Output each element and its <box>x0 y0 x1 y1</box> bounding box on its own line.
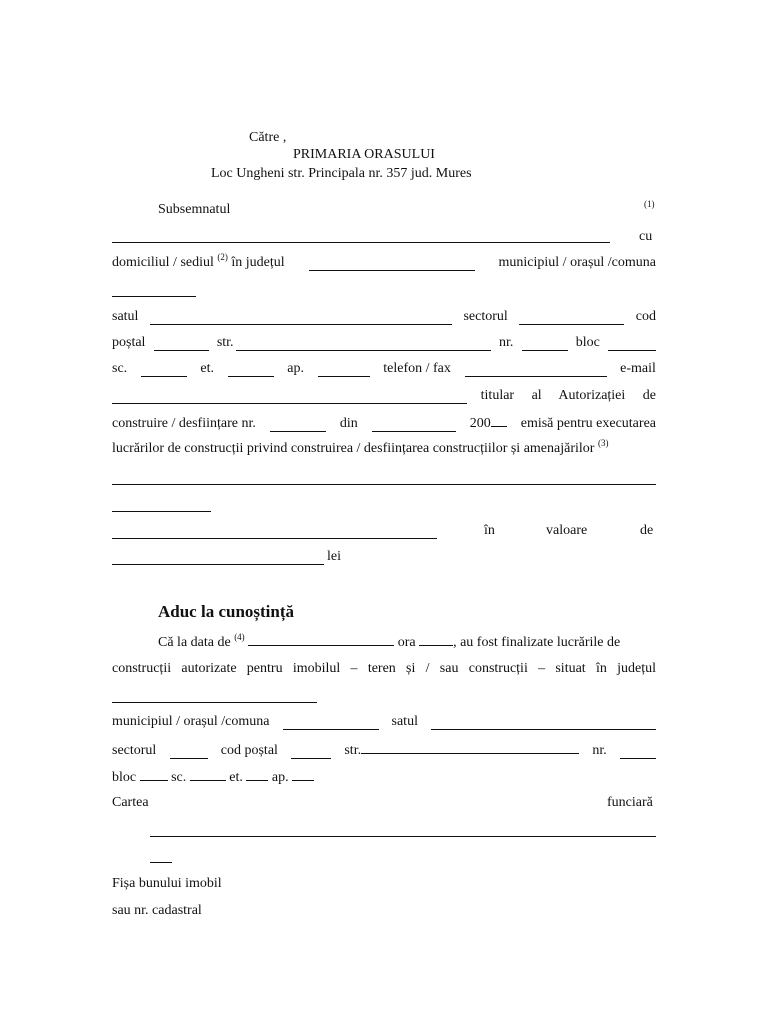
autorizatie-date-field[interactable] <box>372 419 456 432</box>
name-field[interactable] <box>112 242 610 243</box>
label-ap-2: ap. <box>271 770 289 785</box>
label-str-2: str. <box>344 743 362 758</box>
label-subsemnatul: Subsemnatul <box>158 202 231 217</box>
label-postal: poștal <box>112 335 146 350</box>
label-year: 200 <box>469 416 491 431</box>
label-ca-la-data: Că la data de <box>158 635 231 650</box>
label-nr-cadastral: sau nr. cadastral <box>112 903 202 918</box>
judet-field[interactable] <box>309 258 475 271</box>
label-din: din <box>339 416 358 431</box>
label-sc: sc. <box>112 361 128 376</box>
lucrari-field-2[interactable] <box>112 511 211 512</box>
carte-funciara-field-2[interactable] <box>150 862 172 863</box>
label-sectorul-2: sectorul <box>112 743 157 758</box>
cod-postal-field[interactable] <box>154 338 209 351</box>
row-domiciliul <box>112 252 656 271</box>
str-field[interactable] <box>236 338 491 351</box>
label-municipiul: municipiul / orașul /comuna <box>498 255 656 270</box>
label-constructii: construcții autorizate pentru imobilul – teren și / sau construcții – situat în județul <box>112 661 656 676</box>
label-str: str. <box>216 335 234 350</box>
footnote-1: (1) <box>644 199 655 209</box>
ora-field[interactable] <box>419 633 453 646</box>
label-funciara: funciară <box>607 795 653 810</box>
nr-field[interactable] <box>522 338 568 351</box>
sc-field[interactable] <box>141 364 187 377</box>
str-imobil-field[interactable] <box>361 741 579 754</box>
label-satul: satul <box>112 309 139 324</box>
sat-field[interactable] <box>150 312 452 325</box>
label-finalizate: , au fost finalizate lucrările de <box>453 635 621 650</box>
carte-funciara-field-1[interactable] <box>150 836 656 837</box>
footnote-4: (4) <box>234 632 245 642</box>
label-in-judetul: în județul <box>231 255 285 270</box>
label-municipiul-2: municipiul / orașul /comuna <box>112 714 270 729</box>
label-titular: titular al Autorizației de <box>480 388 656 403</box>
bloc-field[interactable] <box>608 338 656 351</box>
ap-imobil-field[interactable] <box>292 768 314 781</box>
telefon-field[interactable] <box>465 364 607 377</box>
label-ora: ora <box>397 635 416 650</box>
sc-imobil-field[interactable] <box>190 768 226 781</box>
bloc-imobil-field[interactable] <box>140 768 168 781</box>
row-sectorul-2 <box>112 741 656 759</box>
sector-field[interactable] <box>519 312 624 325</box>
judet-imobil-field[interactable] <box>112 702 317 703</box>
email-field[interactable] <box>112 391 467 404</box>
row-ca-la-data <box>158 633 620 651</box>
autorizatie-nr-field[interactable] <box>270 419 326 432</box>
et-field[interactable] <box>228 364 274 377</box>
label-emisa: emisă pentru executarea <box>520 416 656 431</box>
label-cod-postal-2: cod poștal <box>220 743 278 758</box>
lucrari-field-1[interactable] <box>112 484 656 485</box>
label-bloc-2: bloc <box>112 770 137 785</box>
label-sectorul: sectorul <box>463 309 508 324</box>
footnote-2: (2) <box>217 252 228 262</box>
label-cu: cu <box>639 229 653 244</box>
label-nr-2: nr. <box>592 743 607 758</box>
cod-postal-imobil-field[interactable] <box>291 746 331 759</box>
label-in: în <box>484 523 495 538</box>
row-satul <box>112 309 656 325</box>
label-lei: lei <box>327 549 341 564</box>
institution-address: Loc Ungheni str. Principala nr. 357 jud. Mures <box>211 166 472 181</box>
lucrari-field-3[interactable] <box>112 538 437 539</box>
sat-imobil-field[interactable] <box>431 717 656 730</box>
row-sc <box>112 361 656 377</box>
addressee-prefix: Către , <box>249 130 287 145</box>
label-fisa: Fișa bunului imobil <box>112 876 222 891</box>
valoare-field[interactable] <box>112 564 324 565</box>
label-cartea: Cartea <box>112 795 149 810</box>
label-ap: ap. <box>287 361 304 376</box>
et-imobil-field[interactable] <box>246 768 268 781</box>
row-construire <box>112 414 656 432</box>
label-et: et. <box>200 361 215 376</box>
row-postal <box>112 335 656 351</box>
label-nr: nr. <box>498 335 514 350</box>
section-heading: Aduc la cunoștință <box>158 602 295 621</box>
municipiu-imobil-field[interactable] <box>283 717 379 730</box>
row-titular <box>112 388 656 404</box>
year-field[interactable] <box>491 414 507 427</box>
nr-imobil-field[interactable] <box>620 746 656 759</box>
ap-field[interactable] <box>318 364 370 377</box>
label-sc-2: sc. <box>171 770 187 785</box>
footnote-3: (3) <box>597 438 609 448</box>
municipiu-field[interactable] <box>112 296 196 297</box>
label-email: e-mail <box>620 361 656 376</box>
label-satul-2: satul <box>391 714 418 729</box>
label-construire: construire / desființare nr. <box>112 416 256 431</box>
label-bloc: bloc <box>575 335 600 350</box>
label-cod: cod <box>635 309 656 324</box>
label-lucrarilor: lucrărilor de construcții privind construirea / desființarea construcțiilor și amenajărilor <box>112 441 595 456</box>
label-valoare: valoare <box>546 523 588 538</box>
label-et-2: et. <box>229 770 243 785</box>
row-municipiul-2 <box>112 714 656 730</box>
label-de: de <box>640 523 654 538</box>
institution-name: PRIMARIA ORASULUI <box>293 147 435 162</box>
row-bloc-2 <box>112 768 314 786</box>
label-domiciliul: domiciliul / sediul <box>112 255 214 270</box>
label-telefon: telefon / fax <box>383 361 451 376</box>
row-lucrarilor <box>112 438 656 457</box>
sector-imobil-field[interactable] <box>170 746 208 759</box>
data-finalizare-field[interactable] <box>248 633 394 646</box>
